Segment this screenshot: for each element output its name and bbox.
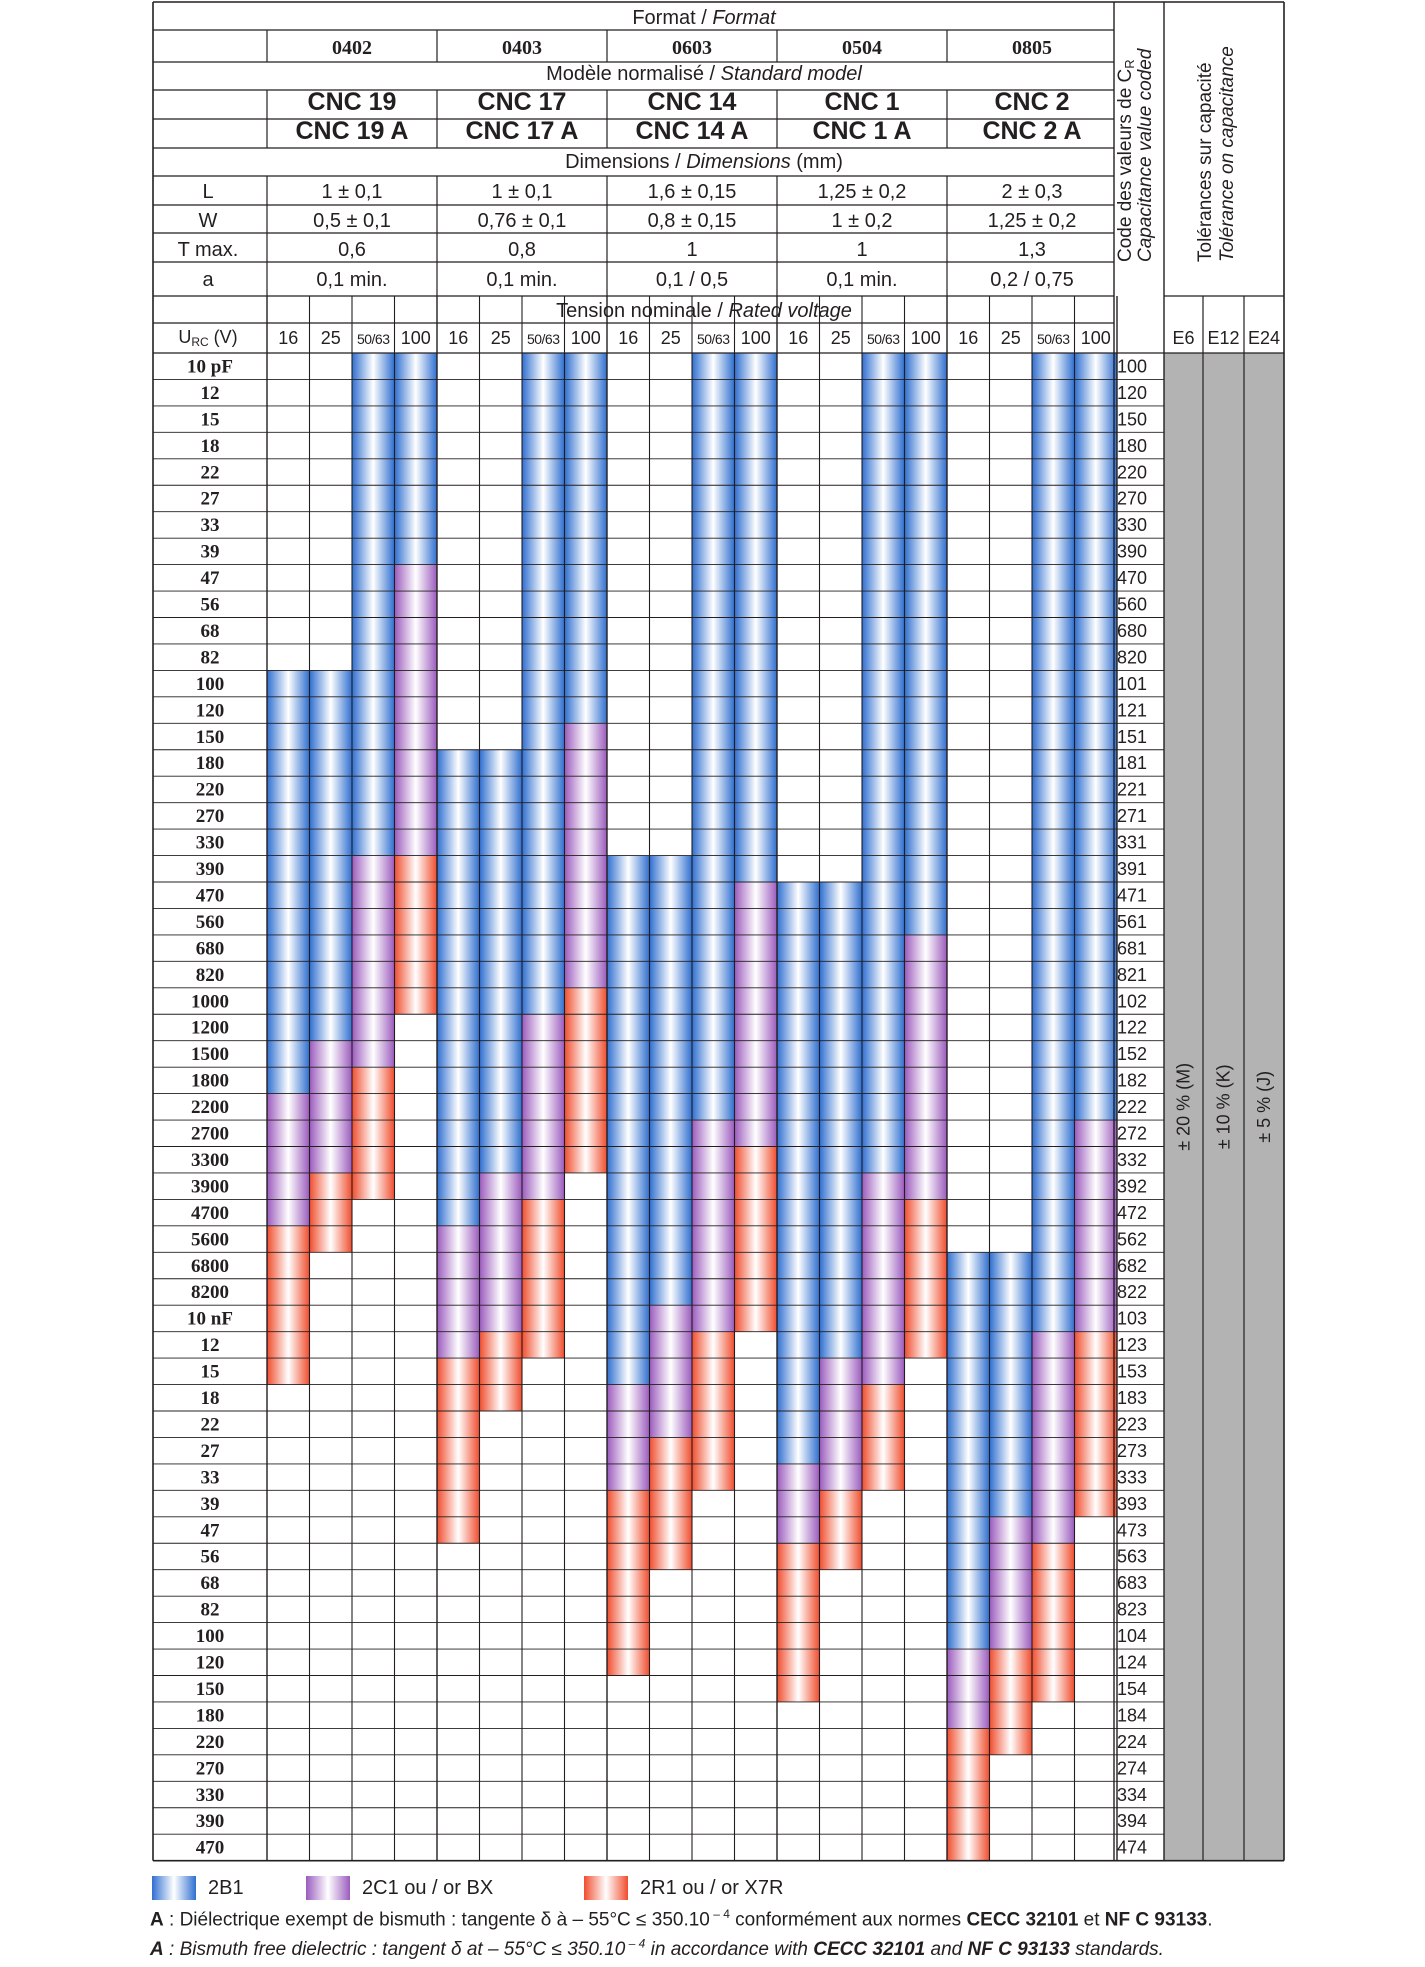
capacitance-value: 39 xyxy=(200,541,220,563)
capacitance-code: 471 xyxy=(1117,885,1148,906)
capacitance-code: 822 xyxy=(1117,1282,1148,1303)
dimension-l: 1 ± 0,1 xyxy=(321,181,383,203)
range-bar-2c1 xyxy=(267,1094,310,1226)
capacitance-value: 15 xyxy=(200,1361,220,1383)
capacitance-value: 560 xyxy=(195,911,225,933)
capacitance-value: 330 xyxy=(195,1784,225,1806)
tolerance-heading: Tolérances sur capacité xyxy=(1195,62,1216,262)
capacitance-code: 273 xyxy=(1117,1440,1148,1461)
capacitance-code: 271 xyxy=(1117,806,1148,827)
range-bar-2c1 xyxy=(522,1014,565,1199)
footnote-english: A : Bismuth free dielectric : tangent δ at – 55°C ≤ 350.10 $^{- 4}$ in accordance with CECC 32101 and NF C 93133 standards. xyxy=(150,1937,1164,1961)
model-name: CNC 2 xyxy=(994,88,1070,116)
capacitance-value: 1500 xyxy=(191,1044,229,1066)
dimension-l: 2 ± 0,3 xyxy=(1001,181,1063,203)
capacitance-code: 154 xyxy=(1117,1678,1148,1699)
range-bar-2r1 xyxy=(437,1358,480,1543)
range-bar-2c1 xyxy=(437,1226,480,1358)
capacitance-value: 12 xyxy=(200,1335,220,1357)
capacitance-value: 2700 xyxy=(191,1123,229,1145)
dimension-l: 1,6 ± 0,15 xyxy=(647,181,737,203)
capacitance-code: 180 xyxy=(1117,435,1148,456)
capacitance-code-heading: Code des valeurs de CR xyxy=(1115,59,1137,262)
format-heading: Format / Format xyxy=(632,7,776,29)
capacitance-value: 3300 xyxy=(191,1149,229,1171)
capacitance-code: 682 xyxy=(1117,1255,1148,1276)
capacitance-code: 274 xyxy=(1117,1758,1148,1779)
model-name: CNC 1 xyxy=(824,88,900,116)
voltage-label: 16 xyxy=(448,328,469,348)
legend-swatch-2r1 xyxy=(584,1876,628,1900)
dimensions-heading: Dimensions / Dimensions (mm) xyxy=(565,151,843,173)
footnote-french: A : Diélectrique exempt de bismuth : tangente δ à – 55°C ≤ 350.10 $^{- 4}$ conformément aux normes CECC 32101 et NF C 93133. xyxy=(150,1907,1213,1931)
voltage-label: 25 xyxy=(660,328,681,348)
capacitance-code-heading-en: Capacitance value coded xyxy=(1135,48,1156,262)
range-bar-2r1 xyxy=(735,1147,778,1332)
legend-2r1 xyxy=(584,1875,783,1901)
capacitance-code: 474 xyxy=(1117,1837,1148,1858)
model-name-a: CNC 14 A xyxy=(635,117,749,145)
range-bar-2r1 xyxy=(480,1332,523,1411)
capacitance-code: 183 xyxy=(1117,1388,1148,1408)
voltage-label: 50/63 xyxy=(1036,331,1070,347)
dimension-a: 0,1 / 0,5 xyxy=(655,269,729,291)
range-bar-2r1 xyxy=(310,1173,353,1252)
rated-voltage-heading: Tension nominale / Rated voltage xyxy=(556,300,852,322)
dimension-t: 0,6 xyxy=(338,239,366,261)
capacitance-code: 393 xyxy=(1117,1493,1148,1514)
model-heading: Modèle normalisé / Standard model xyxy=(546,63,862,85)
capacitance-value: 22 xyxy=(200,462,220,484)
capacitance-value: 47 xyxy=(200,1520,220,1542)
capacitance-value: 47 xyxy=(200,568,220,590)
capacitance-value: 220 xyxy=(195,1731,225,1753)
dimension-w: 1,25 ± 0,2 xyxy=(987,210,1077,232)
tolerance-series-e12: E12 xyxy=(1207,328,1240,348)
format-size-0805: 0805 xyxy=(1012,37,1052,59)
legend-2b1 xyxy=(152,1875,244,1901)
voltage-label: 100 xyxy=(400,328,431,348)
range-bar-2b1 xyxy=(947,1252,990,1649)
capacitance-code: 820 xyxy=(1117,647,1148,668)
format-size-0504: 0504 xyxy=(842,37,882,59)
voltage-label: 100 xyxy=(1080,328,1111,348)
capacitance-code: 222 xyxy=(1117,1097,1148,1118)
capacitance-value: 82 xyxy=(200,1599,220,1621)
model-name: CNC 17 xyxy=(477,88,567,116)
capacitance-value: 12 xyxy=(200,382,220,404)
voltage-label: 16 xyxy=(958,328,979,348)
voltage-label: 100 xyxy=(570,328,601,348)
capacitance-code: 392 xyxy=(1117,1176,1148,1197)
capacitance-code: 683 xyxy=(1117,1573,1148,1594)
legend-label-2c1: 2C1 ou / or BX xyxy=(362,1876,494,1899)
capacitance-value: 120 xyxy=(195,700,225,722)
capacitance-code: 220 xyxy=(1117,462,1148,483)
voltage-label: 50/63 xyxy=(356,331,390,347)
capacitance-code: 394 xyxy=(1117,1811,1148,1832)
dimension-t: 1 xyxy=(856,239,868,261)
capacitance-code: 152 xyxy=(1117,1044,1148,1065)
range-bar-2b1 xyxy=(522,353,565,1014)
capacitance-code: 124 xyxy=(1117,1652,1148,1673)
capacitance-code: 472 xyxy=(1117,1202,1148,1223)
capacitance-value: 10 pF xyxy=(187,356,233,378)
capacitance-value: 470 xyxy=(195,1837,225,1859)
capacitance-code: 563 xyxy=(1117,1546,1148,1567)
legend-label-2b1: 2B1 xyxy=(208,1876,244,1899)
capacitance-value: 33 xyxy=(200,515,220,537)
capacitance-value: 390 xyxy=(195,1811,225,1833)
capacitance-value: 390 xyxy=(195,859,225,880)
dimension-label: T max. xyxy=(177,239,239,261)
capacitance-value: 150 xyxy=(195,726,225,748)
capacitance-code: 562 xyxy=(1117,1229,1148,1250)
capacitance-value: 4700 xyxy=(191,1202,229,1224)
capacitance-code: 561 xyxy=(1117,911,1148,932)
capacitance-value: 68 xyxy=(200,1573,220,1595)
capacitance-code: 224 xyxy=(1117,1731,1148,1752)
capacitance-code: 272 xyxy=(1117,1123,1148,1144)
capacitance-value: 270 xyxy=(195,1758,225,1780)
capacitance-code: 680 xyxy=(1117,620,1148,641)
voltage-label: 100 xyxy=(740,328,771,348)
capacitance-code: 123 xyxy=(1117,1335,1148,1356)
capacitance-value: 82 xyxy=(200,647,220,669)
capacitance-value: 270 xyxy=(195,806,225,828)
capacitance-code: 120 xyxy=(1117,382,1148,403)
capacitance-code: 270 xyxy=(1117,488,1148,509)
tolerance-heading-en: Tolérance on capacitance xyxy=(1217,46,1238,262)
range-bar-2r1 xyxy=(1075,1332,1118,1517)
dimension-a: 0,1 min. xyxy=(486,269,558,291)
voltage-label: 16 xyxy=(788,328,809,348)
tolerance-series-e24: E24 xyxy=(1247,328,1281,348)
dimension-a: 0,2 / 0,75 xyxy=(990,269,1074,291)
capacitance-value: 180 xyxy=(195,1705,225,1727)
capacitance-value: 56 xyxy=(200,1546,220,1568)
capacitance-code: 333 xyxy=(1117,1467,1148,1488)
capacitance-code: 101 xyxy=(1117,673,1148,694)
model-name-a: CNC 1 A xyxy=(812,117,912,145)
voltage-label: 25 xyxy=(320,328,341,348)
voltage-label: 25 xyxy=(490,328,511,348)
capacitance-value: 100 xyxy=(195,1626,225,1648)
model-name: CNC 19 xyxy=(307,88,397,116)
range-bar-2b1 xyxy=(692,353,735,1120)
capacitance-code: 334 xyxy=(1117,1784,1148,1805)
range-bar-2c1 xyxy=(947,1649,990,1728)
range-bar-2c1 xyxy=(650,1305,693,1437)
tolerance-value: ± 20 % (M) xyxy=(1173,1062,1194,1151)
range-bar-2r1 xyxy=(947,1728,990,1860)
capacitance-value: 680 xyxy=(195,938,225,960)
capacitance-code: 104 xyxy=(1117,1626,1148,1647)
dimension-t: 1,3 xyxy=(1018,239,1046,261)
capacitance-code: 221 xyxy=(1117,779,1148,800)
voltage-label: 25 xyxy=(830,328,851,348)
capacitance-code: 391 xyxy=(1117,859,1148,879)
capacitance-value: 330 xyxy=(195,832,225,854)
capacitance-value: 56 xyxy=(200,594,220,616)
capacitance-value: 27 xyxy=(200,1440,220,1462)
model-name: CNC 14 xyxy=(647,88,737,116)
capacitance-value: 180 xyxy=(195,753,225,775)
voltage-label: 16 xyxy=(278,328,299,348)
capacitance-code: 181 xyxy=(1117,753,1148,774)
dimension-w: 0,76 ± 0,1 xyxy=(477,210,567,232)
dimension-l: 1,25 ± 0,2 xyxy=(817,181,907,203)
range-bar-2c1 xyxy=(820,1358,863,1490)
capacitance-code: 153 xyxy=(1117,1361,1148,1382)
capacitance-value: 150 xyxy=(195,1678,225,1700)
capacitance-code: 332 xyxy=(1117,1149,1148,1170)
capacitance-code: 473 xyxy=(1117,1520,1148,1541)
model-name-a: CNC 17 A xyxy=(465,117,579,145)
capacitance-code: 821 xyxy=(1117,964,1148,985)
range-bar-2r1 xyxy=(565,988,608,1173)
capacitance-value: 39 xyxy=(200,1493,220,1515)
legend-label-2r1: 2R1 ou / or X7R xyxy=(640,1876,784,1899)
capacitance-code: 150 xyxy=(1117,409,1148,430)
capacitance-value: 6800 xyxy=(191,1255,229,1277)
capacitance-code: 330 xyxy=(1117,515,1148,536)
dimension-l: 1 ± 0,1 xyxy=(491,181,553,203)
capacitance-code: 102 xyxy=(1117,991,1148,1012)
tolerance-value: ± 10 % (K) xyxy=(1213,1064,1234,1150)
capacitance-value: 3900 xyxy=(191,1176,229,1198)
capacitance-value: 1800 xyxy=(191,1070,229,1092)
dimension-label: a xyxy=(202,269,214,291)
capacitance-code: 560 xyxy=(1117,594,1148,615)
capacitance-value: 2200 xyxy=(191,1097,229,1119)
urc-label: URC (V) xyxy=(178,327,238,349)
voltage-label: 16 xyxy=(618,328,639,348)
capacitance-code: 103 xyxy=(1117,1308,1148,1329)
capacitance-code: 681 xyxy=(1117,938,1148,959)
voltage-label: 50/63 xyxy=(696,331,730,347)
capacitance-code: 470 xyxy=(1117,568,1148,589)
dimension-a: 0,1 min. xyxy=(826,269,898,291)
capacitance-value: 22 xyxy=(200,1414,220,1436)
capacitance-code: 390 xyxy=(1117,541,1148,562)
format-size-0402: 0402 xyxy=(332,37,372,59)
capacitance-code: 121 xyxy=(1117,700,1148,721)
capacitance-value: 27 xyxy=(200,488,220,510)
capacitance-code: 331 xyxy=(1117,832,1148,853)
legend-2c1 xyxy=(306,1875,493,1901)
range-bar-2b1 xyxy=(650,856,693,1306)
model-name-a: CNC 19 A xyxy=(295,117,409,145)
capacitance-code: 182 xyxy=(1117,1070,1148,1091)
capacitance-code: 100 xyxy=(1117,356,1148,377)
dimension-w: 0,8 ± 0,15 xyxy=(647,210,737,232)
voltage-label: 50/63 xyxy=(526,331,560,347)
capacitance-value: 18 xyxy=(200,1388,220,1409)
capacitance-value: 100 xyxy=(195,673,225,695)
capacitance-value: 1000 xyxy=(191,991,229,1013)
capacitance-value: 10 nF xyxy=(187,1308,233,1330)
dimension-t: 0,8 xyxy=(508,239,536,261)
range-bar-2r1 xyxy=(352,1067,395,1199)
range-bar-2r1 xyxy=(820,1490,863,1569)
dimension-w: 0,5 ± 0,1 xyxy=(313,210,391,232)
range-bar-2r1 xyxy=(607,1490,650,1675)
voltage-label: 50/63 xyxy=(866,331,900,347)
capacitance-value: 68 xyxy=(200,620,220,642)
voltage-label: 25 xyxy=(1000,328,1021,348)
dimension-a: 0,1 min. xyxy=(316,269,388,291)
dimension-t: 1 xyxy=(686,239,698,261)
range-bar-2r1 xyxy=(650,1437,693,1569)
capacitance-value: 5600 xyxy=(191,1229,229,1251)
range-bar-2b1 xyxy=(352,353,395,856)
range-bar-2c1 xyxy=(990,1517,1033,1649)
tolerance-series-e6: E6 xyxy=(1172,328,1195,348)
tolerance-value: ± 5 % (J) xyxy=(1254,1070,1274,1143)
capacitance-value: 820 xyxy=(195,964,225,986)
format-size-0603: 0603 xyxy=(672,37,712,59)
capacitance-code: 122 xyxy=(1117,1017,1148,1038)
format-size-0403: 0403 xyxy=(502,37,542,59)
capacitance-code: 223 xyxy=(1117,1414,1148,1435)
dimension-label: W xyxy=(198,210,218,232)
capacitance-value: 1200 xyxy=(191,1017,229,1039)
capacitance-value: 15 xyxy=(200,409,220,431)
range-bar-2b1 xyxy=(1032,353,1075,1332)
dimension-w: 1 ± 0,2 xyxy=(831,210,893,232)
legend-swatch-2c1 xyxy=(306,1876,350,1900)
range-bar-2c1 xyxy=(310,1041,353,1173)
range-bar-2c1 xyxy=(777,1464,820,1543)
capacitance-code: 184 xyxy=(1117,1705,1148,1726)
capacitance-code: 151 xyxy=(1117,726,1148,747)
range-bar-2b1 xyxy=(862,353,905,1173)
voltage-label: 100 xyxy=(910,328,941,348)
capacitance-value: 470 xyxy=(195,885,225,907)
capacitance-value: 18 xyxy=(200,435,220,457)
capacitance-value: 8200 xyxy=(191,1282,229,1304)
capacitance-value: 220 xyxy=(195,779,225,801)
range-bar-2c1 xyxy=(395,565,438,856)
dimension-label: L xyxy=(202,181,214,203)
capacitance-value: 33 xyxy=(200,1467,220,1489)
legend-swatch-2b1 xyxy=(152,1876,196,1900)
range-bar-2b1 xyxy=(1075,353,1118,1120)
capacitance-code: 823 xyxy=(1117,1599,1148,1620)
model-name-a: CNC 2 A xyxy=(982,117,1082,145)
capacitance-value: 120 xyxy=(195,1652,225,1674)
